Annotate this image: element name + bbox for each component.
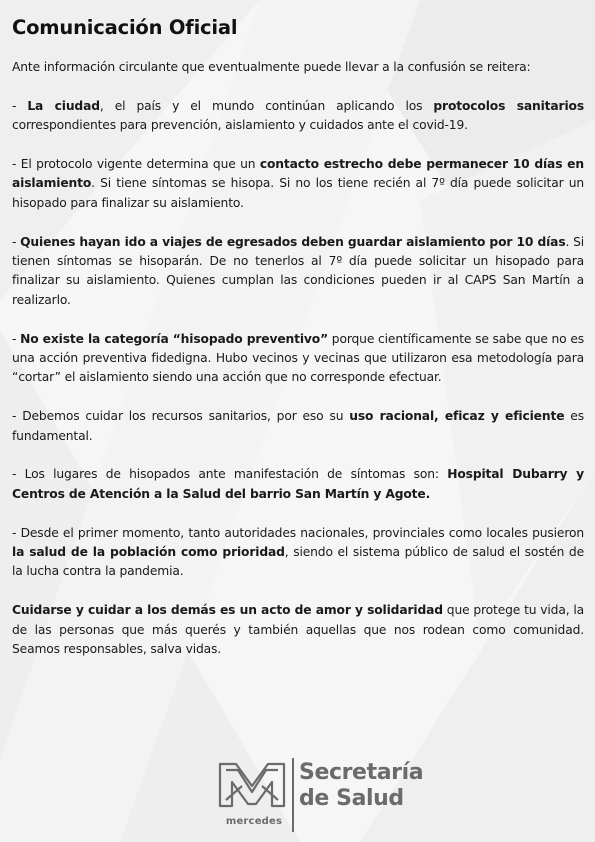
paragraph [12,233,584,311]
logo-divider [292,758,294,832]
secretaria-de-salud-logo [216,756,426,836]
bold-text: Quienes hayan ido a viajes de egresados deben guardar aislamiento por 10 días [20,234,566,249]
text: porque científicamente se sabe que no es una acción preventiva fidedigna. Hubo vecinos y vecinas que utilizaron esa metodología para “cortar” el aislamiento siendo una acción que no corresponde efectuar. [12,331,585,385]
paragraph [12,601,584,659]
paragraph [12,524,584,582]
paragraph-list [12,58,584,659]
bold-text: La ciudad [27,98,100,113]
text: , siendo el sistema público de salud el sostén de la lucha contra la pandemia. [12,545,584,579]
paragraph [12,330,584,388]
text: que protege tu vida, la de las personas que más querés y también aquellas que nos rodean como comunidad. Seamos responsables, salva vidas. [12,603,584,657]
bold-text: uso racional, eficaz y eficiente [349,409,565,424]
paragraph [12,155,584,213]
logo-city-name: mercedes [225,816,283,827]
text: - [12,331,21,346]
text: es fundamental. [12,409,584,443]
paragraph [12,407,584,446]
text: - Los lugares de hisopados ante manifestación de síntomas son: [12,467,448,482]
bold-text: la salud de la población como prioridad [12,545,285,560]
text: - Desde el primer momento, tanto autoridades nacionales, provinciales como locales pusieron [12,525,584,540]
bold-text: contacto estrecho debe permanecer 10 días en aislamiento [12,157,584,191]
text: . Si tiene síntomas se hisopa. Si no los tiene recién al 7º día puede solicitar un hisopado para finalizar su aislamiento. [12,176,584,210]
text: - El protocolo vigente determina que un [12,157,260,171]
text: - [12,234,21,249]
logo-title-line-2: de Salud [299,786,404,811]
bold-text: Cuidarse y cuidar a los demás es un acto de amor y solidaridad [12,603,443,618]
mercedes-m-logo-icon [216,756,288,816]
text: correspondientes para prevención, aislamiento y cuidados ante el covid-19. [12,118,468,133]
bold-text: No existe la categoría “hisopado preventivo” [20,331,329,346]
text: . Si tienen síntomas se hisoparán. De no tenerlos al 7º día puede solicitar un hisopado para finalizar su aislamiento. Quienes cumplan las condiciones pueden ir al CAPS San Martín a realizarlo. [12,234,585,307]
document-body [12,16,584,679]
paragraph [12,58,584,77]
text: - [12,98,28,113]
text: , el país y el mundo continúan aplicando los [99,98,434,113]
page-title: Comunicación Oficial [12,16,238,39]
bold-text: protocolos sanitarios [433,98,585,113]
logo-title-line-1: Secretaría [299,760,424,785]
bold-text: Hospital Dubarry y Centros de Atención a la Salud del barrio San Martín y Agote. [12,467,584,501]
text: Ante información circulante que eventualmente puede llevar a la confusión se reitera: [12,60,531,74]
logo-title [299,760,423,812]
paragraph [12,465,584,504]
text: - Debemos cuidar los recursos sanitarios, por eso su [12,409,350,424]
paragraph [12,97,584,136]
